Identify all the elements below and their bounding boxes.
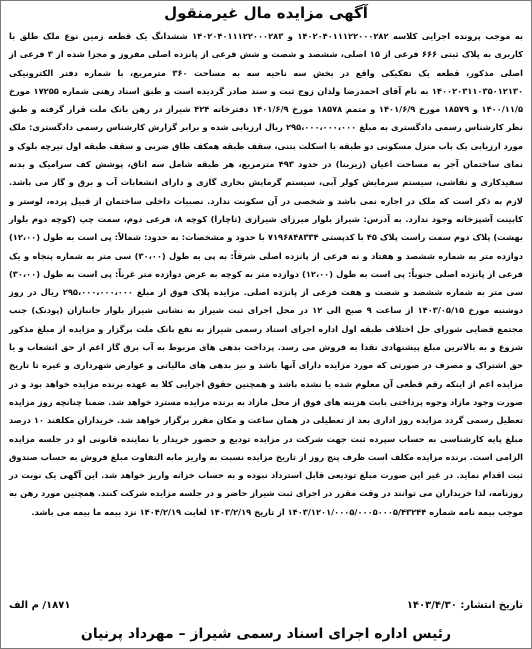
signature: رئیس اداره اجرای اسناد رسمی شیراز – مهرداد پرنیان xyxy=(80,626,452,642)
notice-title: آگهی مزایده مال غیرمنقول xyxy=(164,4,368,22)
publish-date: تاریخ انتشار: ۱۴۰۳/۴/۳۰ xyxy=(406,600,523,611)
notice-footer xyxy=(9,597,523,615)
notice-code: ۱۸۷۱/ م الف xyxy=(9,600,71,611)
notice-body: به موجب پرونده اجرایی کلاسه ۱۴۰۲۰۴۰۱۱۱۲۲۰۰۰۲۸۲ و ۱۴۰۲۰۴۰۱۱۱۲۲۰۰۰۲۸۳ ششدانگ یک قطعه زمین نوع ملک طلق با کاربری به پلاک ثبتی ۶۶۶ فرعی از ۱۵ اصلی، ششصد و شصت و شش فرعی از پانزده اصلی مفروز و مجزا شده از ۳ فرعی از اصلی مذکور، قطعه یک تفکیکی واقع در بخش سه ناحیه سه به مساحت ۳۶۰ مترمربع، با شماره دفتر الکترونیکی ۱۴۰۰۲۰۳۱۱۰۳۵۰۱۲۱۳۰ به نام آقای احمدرضا ولدان زوج ثبت و سند صادر گردیده است و طبق اسناد رهنی شماره ۱۷۲۵۵ مورخ ۱۴۰۰/۱۱/۵ و ۱۸۵۷۹ مورخ ۱۴۰۱/۶/۹ و متمم ۱۸۵۷۸ مورخ ۱۴۰۱/۶/۹ دفترخانه ۴۲۴ شیراز در رهن بانک ملت قرار گرفته و طبق نظر کارشناس رسمی دادگستری به مبلغ ۲۹۵،۰۰۰،۰۰۰،۰۰۰ ریال ارزیابی شده و برابر گزارش کارشناس رسمی دادگستری: ملک مورد ارزیابی یک باب منزل مسکونی دو طبقه با اسکلت بتنی، سقف طبقه همکف طاق ضربی و سقف طبقه اول تیرچه بلوک و نمای ساختمان آجر به مساحت اعیان (زیربنا) در حدود ۴۹۳ مترمربع، هر طبقه شامل سه اتاق، پوشش کف سرامیک و بدنه سفیدکاری و نقاشی، سیستم سرمایش کولر آبی، سیستم گرمایش بخاری گازی و دارای انشعابات آب و برق و گاز می باشد. لازم به ذکر است که ملک در اجاره نمی باشد و شخصی در آن سکونت ندارد. نصبیات داخلی ساختمان از قبیل پرده، لوستر و کابینت آشپزخانه وجود ندارد. به آدرس: شیراز بلوار میرزای شیرازی (تاچارا) کوچه ۸، فرعی دوم، سمت چپ (کوچه دوم بلوار بهشت) پلاک دوم سمت راست پلاک ۴۵ با کدپستی ۷۱۹۶۸۴۸۳۳۴ با حدود و مشخصات: به حدود: شمالاً: پی است به طول (۱۲،۰۰) دوازده متر به شماره ششصد و هفتاد و نه فرعی از پانزده اصلی شرقاً: به پی به طول (۳۰،۰۰) سی متر به شماره پنجاه و یک فرعی از پانزده اصلی جنوباً: پی است به طول (۱۲،۰۰) دوازده متر به کوچه به عرض دوازده متر غرباً: پی است به طول (۳۰،۰۰) سی متر به شماره ششصد و شصت و هفت فرعی از پانزده اصلی. مزایده پلاک فوق از مبلغ ۲۹۵،۰۰۰،۰۰۰،۰۰۰ ریال در روز دوشنبه مورخ ۱۴۰۳/۰۵/۱۵ از ساعت ۹ صبح الی ۱۲ در محل اجرای ثبت شیراز به نشانی شیراز بلوار جانبازان (پودنک) جنب مجتمع قضایی شورای حل اختلاف طبقه اول اداره اجرای اسناد رسمی شیراز به نفع بانک ملت برگزار و مزایده از مبلغ مذکور شروع و به بالاترین مبلغ پیشنهادی نقدا به فروش می رسد. پرداخت بدهی های مربوط به آب برق گاز اعم از حق انشعاب و یا حق اشتراک و مصرف در صورتی که مورد مزایده دارای آنها باشد و نیز بدهی های مالیاتی و عوارض شهرداری و غیره تا تاریخ مزایده اعم از اینکه رقم قطعی آن معلوم شده یا نشده باشد و همچنین حقوق اجرایی کلا به عهده برنده مزایده خواهد بود و در صورت وجود مازاد وجوه پرداختی بابت هزینه های فوق از محل مازاد به برنده مزایده مسترد خواهد شد. ضمنا چنانچه روز مزایده تعطیل رسمی گردد مزایده روز اداری بعد از تعطیلی در همان ساعت و مکان مقرر برگزار خواهد شد. خریداران مکلفند ۱۰ درصد مبلغ پایه کارشناسی به حساب سپرده ثبت جهت شرکت در مزایده تودیع و حضور خریدار یا نماینده قانونی او در جلسه مزایده الزامی است. برنده مزایده مکلف است ظرف پنج روز از تاریخ مزایده نسبت به واریز مابه التفاوت مبلغ فروش به حساب صندوق ثبت اقدام نماید. در غیر این صورت مبلغ تودیعی قابل استرداد نبوده و به حساب خزانه واریز خواهد شد. این آگهی یک نوبت در روزنامه، لذا خریداران می توانند در وقت مقرر در اجرای ثبت شیراز حاضر و در جلسه مزایده شرکت کنند. همچنین مورد رهن به موجب بیمه نامه شماره ۱۴۰۳/۱۲۰۱/۰۰۰۵/۰۰۰۵۰۰۰۵/۴۳۲۴۴ از تاریخ ۱۴۰۳/۲/۱۹ لغایت ۱۴۰۴/۲/۱۹ نزد بیمه ما بیمه می باشد. xyxy=(9,31,524,517)
